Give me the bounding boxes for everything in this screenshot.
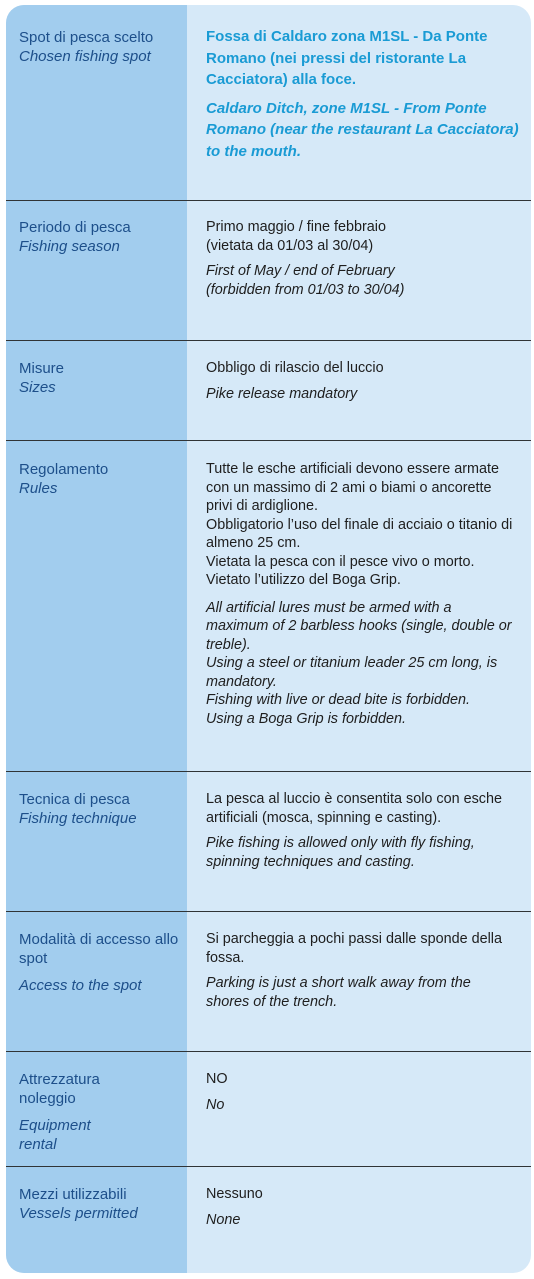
row-content bbox=[206, 26, 521, 162]
content-italian: Fossa di Caldaro zona M1SL - Da Ponte Romano (nei pressi del ristorante La Cacciatora) alla foce. bbox=[206, 28, 488, 88]
row-fishing-season bbox=[6, 201, 531, 341]
row-sizes bbox=[6, 341, 531, 441]
content-italian bbox=[206, 460, 516, 590]
content-english: Pike release mandatory bbox=[206, 385, 358, 402]
content-english: Caldaro Ditch, zone M1SL - From Ponte Romano (near the restaurant La Cacciatora) to the mouth. bbox=[206, 99, 519, 160]
row-label bbox=[19, 1070, 129, 1154]
row-content bbox=[206, 1185, 521, 1229]
content-italian: Si parcheggia a pochi passi dalle sponde della fossa. bbox=[206, 931, 503, 966]
content-italian: Obbligo di rilascio del luccio bbox=[206, 360, 384, 376]
label-italian: Periodo di pesca bbox=[19, 219, 131, 236]
row-label bbox=[19, 28, 184, 66]
row-label bbox=[19, 359, 184, 397]
fishing-info-card bbox=[6, 5, 531, 1273]
label-english: Fishing season bbox=[19, 238, 120, 255]
label-english: Fishing technique bbox=[19, 810, 137, 827]
row-content bbox=[206, 359, 521, 403]
row-label bbox=[19, 218, 184, 256]
row-label bbox=[19, 930, 179, 995]
label-italian: Regolamento bbox=[19, 461, 109, 478]
rule-text: Using a steel or titanium leader 25 cm long, is mandatory. bbox=[206, 655, 498, 690]
row-content bbox=[206, 790, 518, 871]
row-content bbox=[206, 460, 516, 728]
content-english: Parking is just a short walk away from the shores of the trench. bbox=[206, 975, 471, 1010]
row-rules bbox=[6, 441, 531, 772]
label-italian: Misure bbox=[19, 360, 65, 377]
content-italian: La pesca al luccio è consentita solo con esche artificiali (mosca, spinning e casting). bbox=[206, 791, 502, 826]
row-fishing-technique bbox=[6, 772, 531, 912]
content-english: None bbox=[206, 1211, 241, 1228]
row-content bbox=[206, 1070, 521, 1114]
label-italian: Tecnica di pesca bbox=[19, 791, 130, 808]
row-access bbox=[6, 912, 531, 1052]
label-english: Access to the spot bbox=[19, 977, 142, 994]
label-english: Vessels permitted bbox=[19, 1205, 138, 1222]
label-english: Sizes bbox=[19, 379, 56, 396]
row-vessels bbox=[6, 1167, 531, 1273]
row-fishing-spot bbox=[6, 5, 531, 201]
label-italian: Modalità di accesso allo spot bbox=[19, 931, 179, 967]
content-italian: NO bbox=[206, 1071, 228, 1087]
content-english bbox=[206, 599, 516, 729]
label-italian: Spot di pesca scelto bbox=[19, 29, 154, 46]
rule-text: Tutte le esche artificiali devono essere armate con un massimo di 2 ami o biami o ancorette privi di ardiglione. bbox=[206, 461, 500, 514]
rule-text: Obbligatorio l’uso del finale di acciaio o titanio di almeno 25 cm. bbox=[206, 516, 513, 551]
content-english: No bbox=[206, 1096, 225, 1113]
row-label bbox=[19, 790, 184, 828]
rule-text: Fishing with live or dead bite is forbidden. bbox=[206, 692, 470, 708]
label-english: Equipment rental bbox=[19, 1117, 91, 1153]
label-italian: Attrezzatura noleggio bbox=[19, 1071, 100, 1107]
content-english: First of May / end of February (forbidden from 01/03 to 30/04) bbox=[206, 263, 405, 298]
rule-text: All artificial lures must be armed with a maximum of 2 barbless hooks (single, double or treble). bbox=[206, 599, 512, 653]
content-italian: Primo maggio / fine febbraio (vietata da 01/03 al 30/04) bbox=[206, 219, 386, 254]
rule-text: Vietata la pesca con il pesce vivo o morto. bbox=[206, 553, 475, 570]
row-label bbox=[19, 460, 184, 498]
row-content bbox=[206, 930, 506, 1011]
label-italian: Mezzi utilizzabili bbox=[19, 1186, 127, 1203]
content-english: Pike fishing is allowed only with fly fishing, spinning techniques and casting. bbox=[206, 835, 475, 870]
label-english: Rules bbox=[19, 480, 58, 497]
row-equipment-rental bbox=[6, 1052, 531, 1167]
rule-text: Using a Boga Grip is forbidden. bbox=[206, 710, 406, 727]
rule-text: Vietato l’utilizzo del Boga Grip. bbox=[206, 572, 401, 588]
row-label bbox=[19, 1185, 184, 1223]
content-italian: Nessuno bbox=[206, 1186, 263, 1202]
row-content bbox=[206, 218, 421, 299]
label-english: Chosen fishing spot bbox=[19, 48, 151, 65]
